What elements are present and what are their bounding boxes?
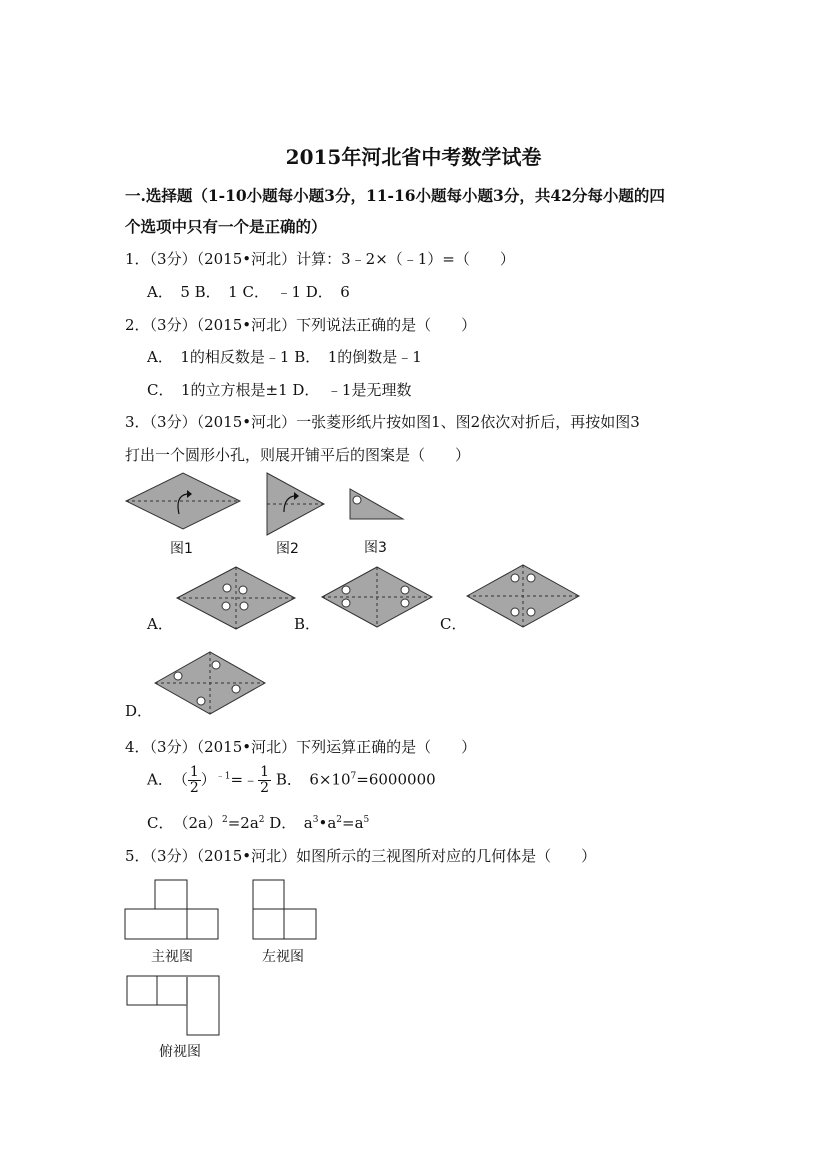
q3-figure2-triangle xyxy=(266,472,326,536)
q4-options-ab: A． （ $\frac{1}{2}$ ）$^{﹣1}$=﹣ $\frac{1}{2}$ B． $6\times 10^7=6000000$ xyxy=(147,764,436,796)
q3-figure3-caption: 图3 xyxy=(364,540,387,556)
q4-d-equals: =a xyxy=(342,814,364,832)
q3-figure3-small-triangle xyxy=(349,488,405,522)
q5-front-view-figure xyxy=(124,879,220,941)
q1-options: A． 5 B． 1 C． ﹣1 D． 6 xyxy=(147,283,350,301)
q3-figure1-caption: 图1 xyxy=(170,541,193,557)
q4-fraction-rhs xyxy=(258,765,271,796)
q4-fraction-denominator: 2 xyxy=(189,780,199,796)
q4-d-exponent1: 3 xyxy=(312,815,319,825)
q4-a-equals: =﹣ xyxy=(230,770,259,789)
q1-stem: 1．（3分）（2015•河北）计算：3﹣2×（﹣1）=（ ） xyxy=(125,250,515,268)
q3-figure1-rhombus xyxy=(125,472,241,530)
q3-option-c-label: C． xyxy=(440,615,467,633)
q4-fraction-numerator: 1 xyxy=(189,764,199,780)
q2-stem: 2．（3分）（2015•河北）下列说法正确的是（ ） xyxy=(125,316,477,334)
q4-b-rest: =6000000 xyxy=(356,770,436,789)
q4-c-exponent1: 2 xyxy=(221,815,228,825)
q5-top-view-caption: 俯视图 xyxy=(159,1044,201,1060)
q2-options-ab: A． 1的相反数是﹣1 B． 1的倒数是﹣1 xyxy=(147,348,422,366)
q4-option-c-label: C． （2a） xyxy=(147,814,222,832)
q3-option-a-figure xyxy=(176,566,296,630)
q4-d-exponent3: 5 xyxy=(363,815,370,825)
page-title: 2015年河北省中考数学试卷 xyxy=(285,145,542,169)
q3-option-b-figure xyxy=(321,566,433,628)
q4-fraction-rhs-denominator: 2 xyxy=(260,780,270,796)
section-heading-line2: 个选项中只有一个是正确的） xyxy=(125,217,327,236)
q5-left-view-figure xyxy=(252,879,318,941)
q3-figure2-caption: 图2 xyxy=(276,541,299,557)
q3-option-a-label: A． xyxy=(147,615,173,633)
q4-option-a-label: A． xyxy=(147,770,166,789)
section-heading-line1: 一.选择题（1-10小题每小题3分，11-16小题每小题3分，共42分每小题的四 xyxy=(125,186,665,205)
q4-fraction-rhs-numerator: 1 xyxy=(260,764,270,780)
q3-stem-line2: 打出一个圆形小孔，则展开铺平后的图案是（ ） xyxy=(125,446,471,464)
q4-stem: 4．（3分）（2015•河北）下列运算正确的是（ ） xyxy=(125,738,477,756)
q4-c-mid: =2a xyxy=(227,814,259,832)
q4-d-exponent2: 2 xyxy=(336,815,343,825)
q4-c-exponent2: 2 xyxy=(258,815,265,825)
q4-a-exponent: ﹣1 xyxy=(215,771,231,782)
q3-option-b-label: B． xyxy=(294,615,321,633)
q3-stem-line1: 3．（3分）（2015•河北）一张菱形纸片按如图1、图2依次对折后，再按如图3 xyxy=(125,413,640,431)
q4-options-cd xyxy=(147,812,369,833)
q5-front-view-caption: 主视图 xyxy=(151,949,193,965)
q4-b-exponent: 7 xyxy=(350,771,357,782)
q3-option-d-label: D． xyxy=(125,702,153,720)
q3-option-c-figure xyxy=(466,564,580,628)
q2-options-cd: C． 1的立方根是±1 D． ﹣1是无理数 xyxy=(147,381,412,399)
q3-option-d-figure xyxy=(154,651,266,715)
q5-top-view-figure xyxy=(126,975,222,1037)
q4-option-d-label: D． a xyxy=(264,814,313,832)
q5-stem: 5．（3分）（2015•河北）如图所示的三视图所对应的几何体是（ ） xyxy=(125,847,597,865)
q4-d-mid: •a xyxy=(318,814,337,832)
q5-left-view-caption: 左视图 xyxy=(262,949,304,965)
q4-fraction xyxy=(188,765,201,796)
q4-option-b-text: B． 6×10 xyxy=(275,770,351,789)
